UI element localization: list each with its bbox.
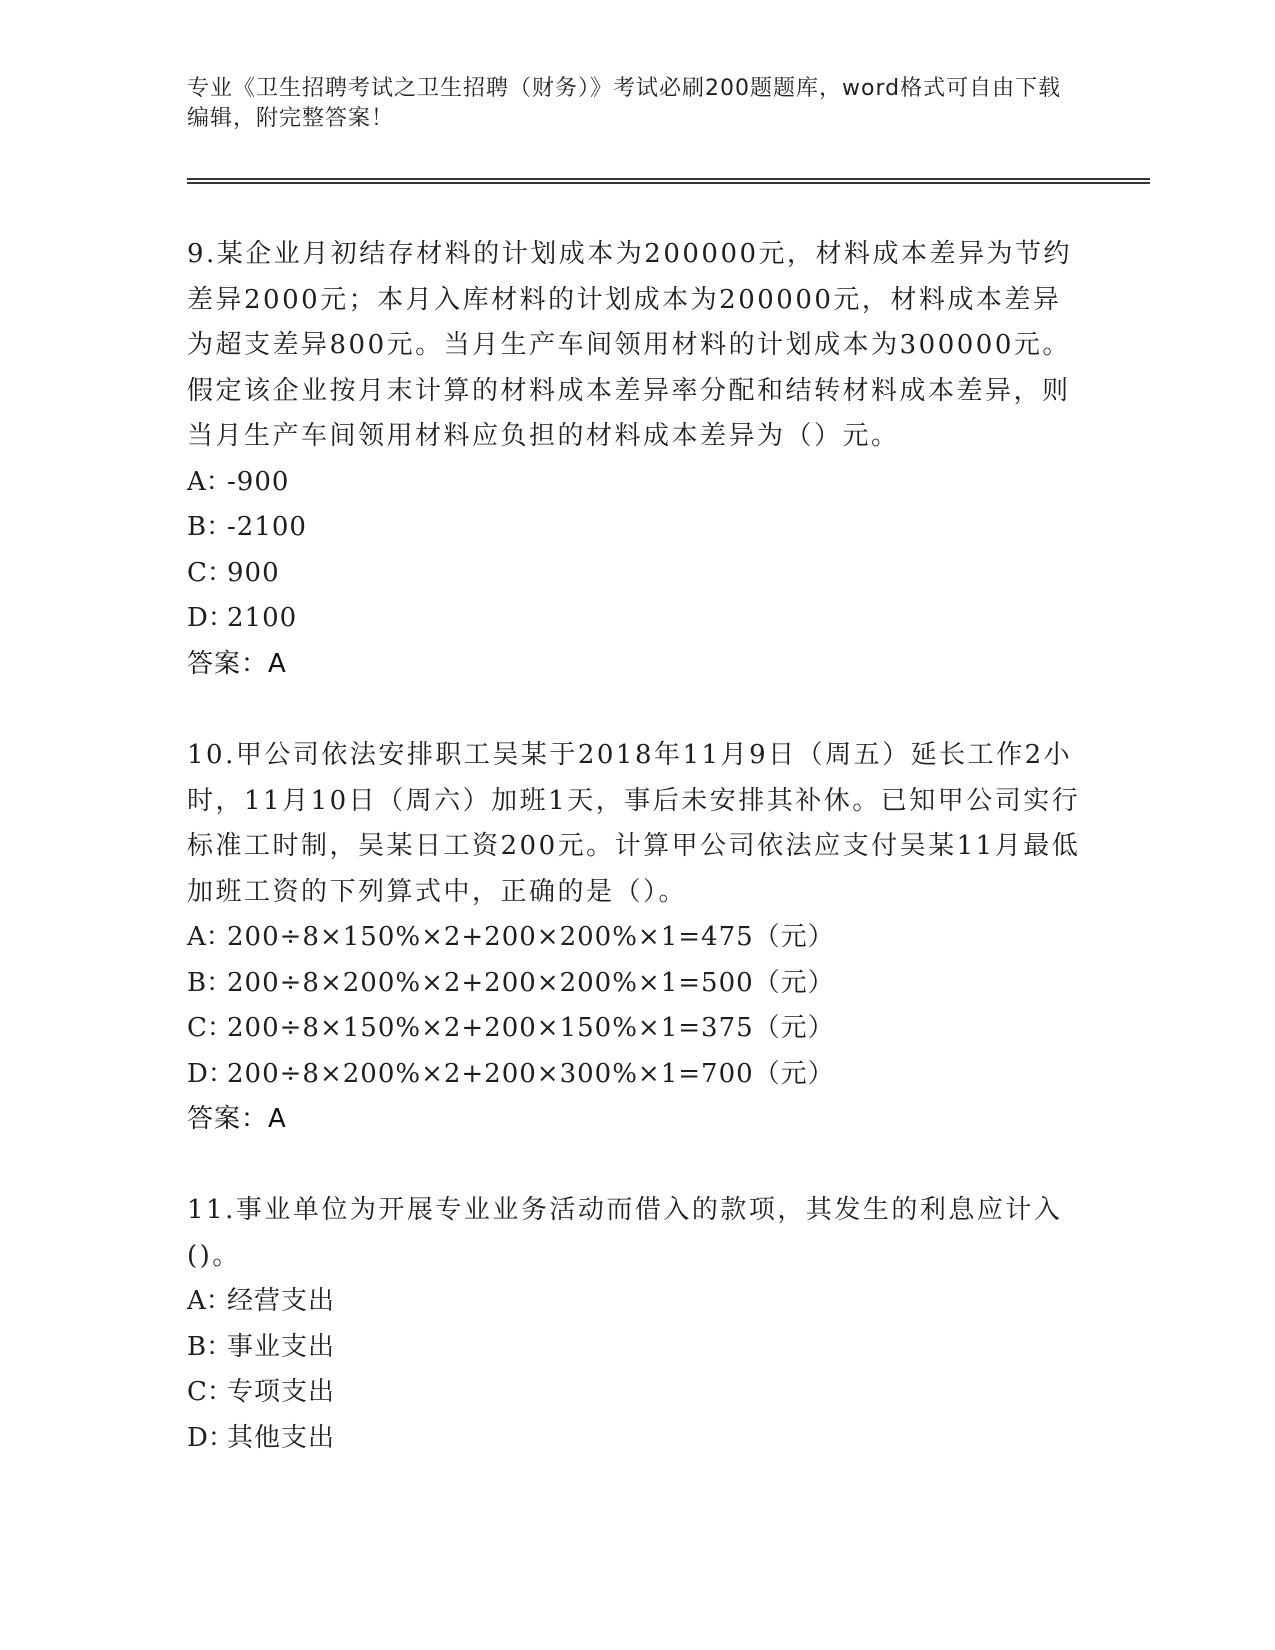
question-text: 10.甲公司依法安排职工吴某于2018年11月9日（周五）延长工作2小时，11月10日（周六）加班1天，事后未安排其补休。已知甲公司实行标准工时制，吴某日工资200元。计算甲公司依法应支付吴某11月最低加班工资的下列算式中，正确的是（）。: [187, 740, 1081, 907]
option-a: [187, 460, 1087, 506]
option-b: [187, 1325, 1087, 1371]
option-value: 200÷8×200%×2+200×200%×1=500（元）: [227, 967, 835, 998]
option-key: A：: [187, 466, 232, 497]
option-a: [187, 1279, 1087, 1325]
option-b: [187, 505, 1087, 551]
option-b: [187, 961, 1087, 1007]
option-key: C：: [187, 1013, 233, 1043]
option-key: B：: [187, 1331, 233, 1362]
option-value: 事业支出: [227, 1331, 336, 1362]
option-value: 2100: [227, 603, 298, 633]
option-a: [187, 915, 1087, 961]
option-key: C：: [187, 557, 233, 588]
option-value: 其他支出: [227, 1422, 336, 1453]
option-value: 200÷8×150%×2+200×150%×1=375（元）: [227, 1013, 835, 1043]
option-key: D：: [187, 1058, 234, 1089]
question-text: 9.某企业月初结存材料的计划成本为200000元，材料成本差异为节约差异2000元；本月入库材料的计划成本为200000元，材料成本差异为超支差异800元。当月生产车间领用材料的计划成本为300000元。假定该企业按月末计算的材料成本差异率分配和结转材料成本差异，则当月生产车间领用材料应负担的材料成本差异为（）元。: [187, 239, 1073, 451]
option-value: 900: [227, 557, 280, 588]
option-key: D：: [187, 603, 234, 633]
option-value: 200÷8×200%×2+200×300%×1=700（元）: [227, 1058, 835, 1089]
question-9: [187, 232, 1087, 687]
option-c: [187, 1006, 1087, 1052]
option-value: 200÷8×150%×2+200×200%×1=475（元）: [227, 922, 835, 952]
answer-line: 答案：A: [187, 1104, 287, 1134]
question-text: 11.事业单位为开展专业业务活动而借入的款项，其发生的利息应计入()。: [187, 1195, 1063, 1271]
option-d: [187, 596, 1087, 642]
option-value: 经营支出: [227, 1286, 336, 1316]
header-double-rule: [187, 178, 1150, 184]
option-value: -2100: [227, 512, 307, 542]
answer-line: 答案：A: [187, 648, 287, 679]
option-key: A：: [187, 1286, 232, 1316]
option-key: B：: [187, 512, 233, 542]
option-value: 专项支出: [227, 1377, 336, 1407]
question-10: [187, 733, 1087, 1143]
option-key: A：: [187, 922, 232, 952]
option-c: [187, 551, 1087, 597]
option-key: C：: [187, 1377, 233, 1407]
option-d: [187, 1052, 1087, 1098]
option-key: B：: [187, 967, 233, 998]
document-header: 专业《卫生招聘考试之卫生招聘（财务）》考试必刷200题题库，word格式可自由下载编辑，附完整答案！: [187, 76, 1062, 131]
option-c: [187, 1370, 1087, 1416]
option-key: D：: [187, 1422, 234, 1453]
option-value: -900: [227, 466, 290, 497]
question-11: [187, 1188, 1087, 1461]
option-d: [187, 1416, 1087, 1462]
